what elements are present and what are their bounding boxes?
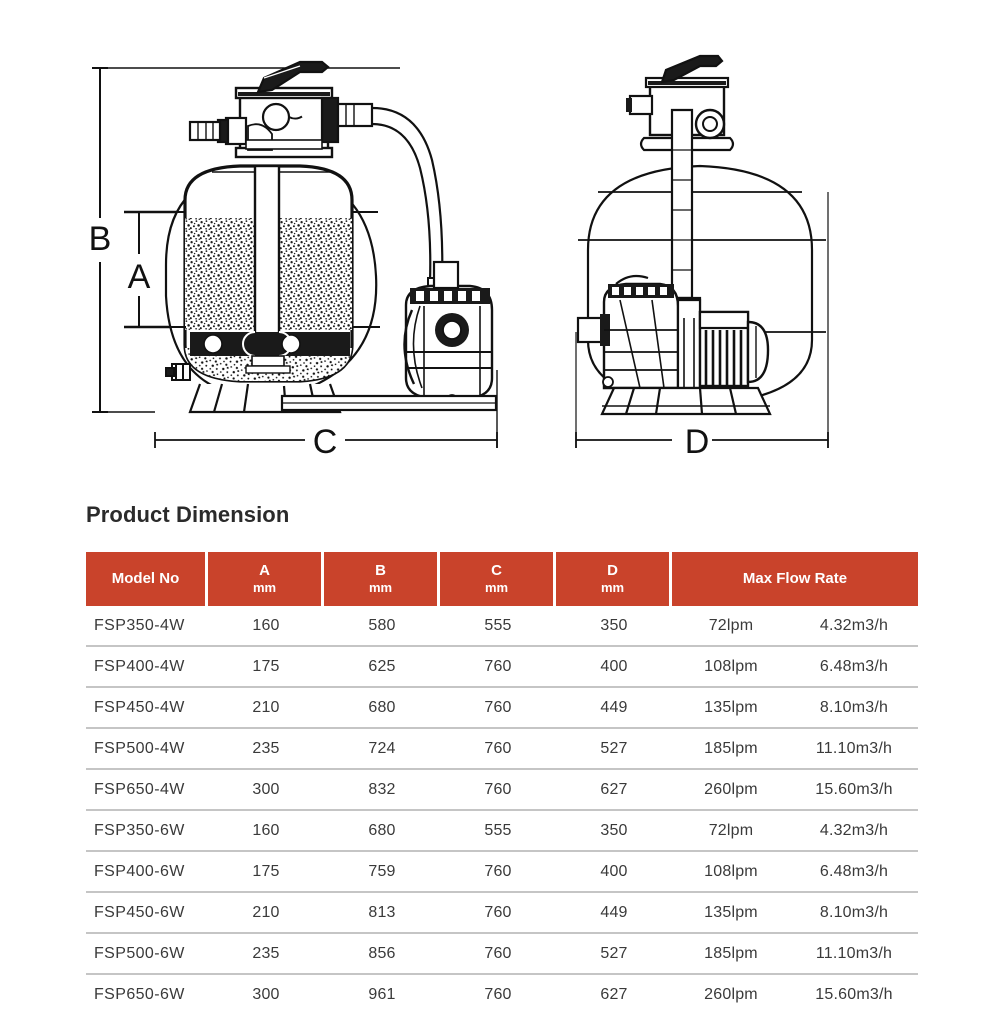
cell-b: 580 bbox=[324, 606, 440, 647]
cell-flow-lpm: 135lpm bbox=[672, 688, 790, 729]
cell-a: 160 bbox=[208, 811, 324, 852]
cell-c: 760 bbox=[440, 770, 556, 811]
cell-d: 449 bbox=[556, 893, 672, 934]
standpipe-left bbox=[255, 166, 279, 334]
cell-b: 625 bbox=[324, 647, 440, 688]
multiport-valve-left bbox=[190, 62, 372, 157]
product-dimension-table-wrapper bbox=[86, 552, 918, 1014]
left-elevation-view bbox=[89, 62, 497, 461]
cell-flow-m3h: 6.48m3/h bbox=[790, 647, 918, 688]
cell-a: 160 bbox=[208, 606, 324, 647]
cell-flow-lpm: 185lpm bbox=[672, 729, 790, 770]
column-header-max-flow-rate-label: Max Flow Rate bbox=[742, 569, 848, 587]
cell-a: 300 bbox=[252, 985, 280, 1003]
cell-c: 760 bbox=[440, 893, 556, 934]
cell-a: 235 bbox=[208, 934, 324, 975]
dimension-label-c: C bbox=[312, 423, 338, 461]
cell-b: 680 bbox=[324, 688, 440, 729]
cell-flow-lpm: 108lpm bbox=[672, 852, 790, 893]
table-row bbox=[86, 893, 918, 934]
table-body bbox=[86, 606, 918, 1014]
cell-flow-lpm: 185lpm bbox=[672, 934, 790, 975]
cell-model: FSP650-6W bbox=[94, 985, 185, 1003]
cell-flow-lpm: 72lpm bbox=[672, 606, 790, 647]
table-row bbox=[86, 975, 918, 1014]
column-header-d-unit: mm bbox=[600, 580, 625, 596]
dimension-label-a: A bbox=[127, 258, 151, 296]
column-header-a-unit: mm bbox=[252, 580, 277, 596]
cell-d: 627 bbox=[556, 770, 672, 811]
dimension-label-b: B bbox=[88, 220, 112, 258]
cell-d: 400 bbox=[556, 852, 672, 893]
cell-c: 760 bbox=[440, 729, 556, 770]
cell-flow-lpm: 260lpm bbox=[672, 770, 790, 811]
cell-b: 724 bbox=[324, 729, 440, 770]
cell-flow-lpm: 135lpm bbox=[672, 893, 790, 934]
column-header-b bbox=[324, 552, 440, 606]
cell-d: 400 bbox=[556, 647, 672, 688]
column-header-c bbox=[440, 552, 556, 606]
cell-c: 555 bbox=[440, 811, 556, 852]
cell-d: 449 bbox=[556, 688, 672, 729]
cell-c: 760 bbox=[484, 985, 512, 1003]
cell-a: 210 bbox=[208, 688, 324, 729]
right-elevation-view bbox=[576, 56, 828, 461]
cell-a: 300 bbox=[208, 770, 324, 811]
table-row bbox=[86, 688, 918, 729]
column-header-d-letter: D bbox=[607, 561, 618, 579]
column-header-b-letter: B bbox=[375, 561, 386, 579]
cell-a: 175 bbox=[208, 852, 324, 893]
cell-c: 760 bbox=[440, 688, 556, 729]
cell-d: 527 bbox=[556, 729, 672, 770]
cell-model: FSP500-4W bbox=[86, 729, 208, 770]
cell-c: 555 bbox=[440, 606, 556, 647]
cell-d: 527 bbox=[556, 934, 672, 975]
cell-b: 759 bbox=[324, 852, 440, 893]
table-row bbox=[86, 811, 918, 852]
base-frame-right bbox=[602, 388, 770, 414]
product-dimension-table bbox=[86, 552, 918, 1014]
page-title: Product Dimension bbox=[86, 502, 290, 527]
column-header-model bbox=[86, 552, 208, 606]
cell-flow-m3h: 4.32m3/h bbox=[790, 811, 918, 852]
table-row bbox=[86, 729, 918, 770]
cell-c: 760 bbox=[440, 852, 556, 893]
product-dimension-drawing bbox=[0, 0, 1000, 480]
cell-flow-m3h: 8.10m3/h bbox=[790, 893, 918, 934]
cell-flow-m3h: 11.10m3/h bbox=[790, 729, 918, 770]
pump-left-view bbox=[404, 262, 492, 408]
cell-model: FSP350-4W bbox=[86, 606, 208, 647]
cell-flow-m3h: 11.10m3/h bbox=[790, 934, 918, 975]
table-row bbox=[86, 852, 918, 893]
table-row bbox=[86, 934, 918, 975]
cell-model: FSP400-4W bbox=[86, 647, 208, 688]
column-header-a bbox=[208, 552, 324, 606]
cell-d: 350 bbox=[556, 811, 672, 852]
table-row bbox=[86, 770, 918, 811]
cell-model: FSP650-4W bbox=[86, 770, 208, 811]
column-header-a-letter: A bbox=[259, 561, 270, 579]
table-header-row bbox=[86, 552, 918, 606]
dimension-label-d: D bbox=[684, 423, 710, 461]
cell-flow-lpm: 108lpm bbox=[672, 647, 790, 688]
cell-b: 680 bbox=[324, 811, 440, 852]
valve-right-port bbox=[322, 98, 372, 142]
cell-b: 856 bbox=[324, 934, 440, 975]
valve-left-port bbox=[190, 118, 246, 144]
cell-d: 627 bbox=[600, 985, 628, 1003]
cell-flow-m3h: 4.32m3/h bbox=[790, 606, 918, 647]
cell-flow-m3h: 6.48m3/h bbox=[790, 852, 918, 893]
cell-c: 760 bbox=[440, 647, 556, 688]
cell-a: 210 bbox=[208, 893, 324, 934]
cell-model: FSP450-6W bbox=[86, 893, 208, 934]
cell-model: FSP400-6W bbox=[86, 852, 208, 893]
cell-c: 760 bbox=[440, 934, 556, 975]
cell-flow-lpm: 260lpm bbox=[704, 985, 758, 1003]
cell-a: 175 bbox=[208, 647, 324, 688]
cell-flow-m3h: 15.60m3/h bbox=[815, 985, 893, 1003]
technical-drawing-area bbox=[0, 0, 1000, 480]
cell-a: 235 bbox=[208, 729, 324, 770]
cell-model: FSP450-4W bbox=[86, 688, 208, 729]
table-header bbox=[86, 552, 918, 606]
cell-model: FSP350-6W bbox=[86, 811, 208, 852]
column-header-d bbox=[556, 552, 672, 606]
cell-model: FSP500-6W bbox=[86, 934, 208, 975]
column-header-b-unit: mm bbox=[368, 580, 393, 596]
column-header-model-label: Model No bbox=[111, 569, 180, 587]
cell-b: 832 bbox=[324, 770, 440, 811]
column-header-c-unit: mm bbox=[484, 580, 509, 596]
table-row bbox=[86, 606, 918, 647]
cell-b: 961 bbox=[368, 985, 396, 1003]
cell-b: 813 bbox=[324, 893, 440, 934]
cell-d: 350 bbox=[556, 606, 672, 647]
cell-flow-m3h: 15.60m3/h bbox=[790, 770, 918, 811]
cell-flow-lpm: 72lpm bbox=[672, 811, 790, 852]
column-header-max-flow-rate bbox=[672, 552, 918, 606]
drain-valve-left bbox=[166, 364, 190, 380]
table-row bbox=[86, 647, 918, 688]
column-header-c-letter: C bbox=[491, 561, 502, 579]
cell-flow-m3h: 8.10m3/h bbox=[790, 688, 918, 729]
